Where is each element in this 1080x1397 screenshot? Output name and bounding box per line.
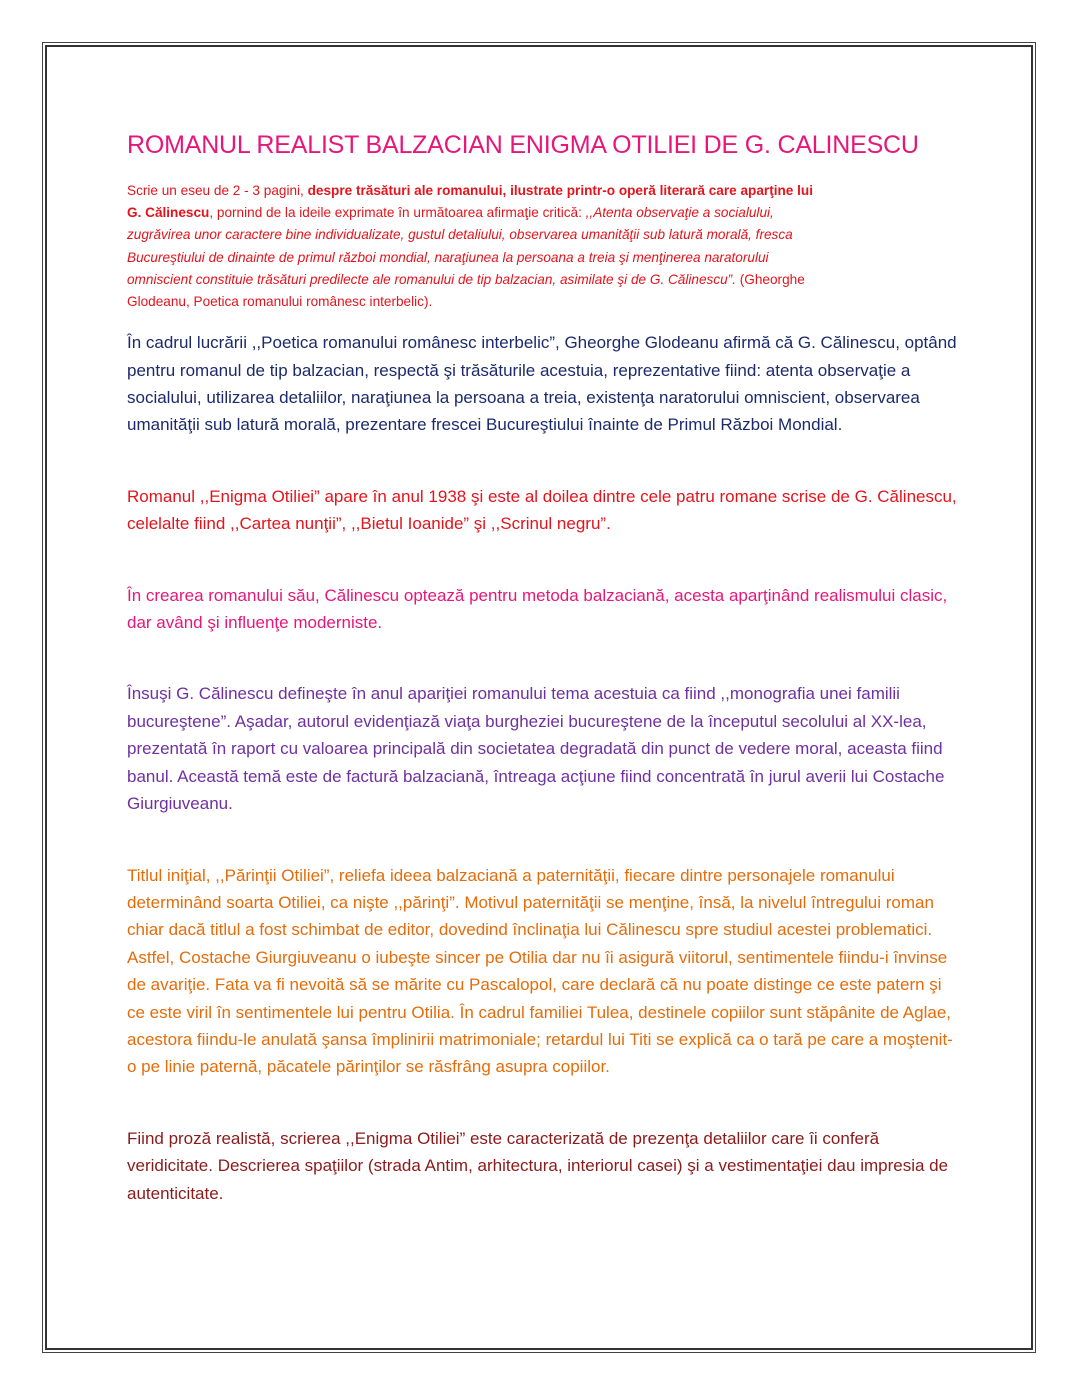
task-quote: ,,Atenta observaţie a socialului, zugrăvirea unor caractere bine individualizate, gustul detaliului, observarea umanităţii sub latură morală, fresca Bucureştiului de dinainte de primul război mondial, naraţiunea la persoana a treia şi menţinerea naratorului omniscient constituie trăsături predilecte ale romanului de tip balzacian, asimilate şi de G. Călinescu”. bbox=[127, 205, 793, 287]
paragraph-details: Fiind proză realistă, scrierea ,,Enigma Otiliei” este caracterizată de prezenţa detaliilor care îi conferă veridicitate. Descrierea spaţiilor (strada Antim, arhitectura, interiorul casei) şi a vestimentaţiei dau impresia de autenticitate. bbox=[127, 1128, 949, 1203]
page-title: ROMANUL REALIST BALZACIAN ENIGMA OTILIEI DE G. CALINESCU bbox=[127, 131, 919, 159]
paragraph-publication: Romanul ,,Enigma Otiliei” apare în anul 1938 şi este al doilea dintre cele patru romane scrise de G. Călinescu, celelalte fiind ,,Cartea nunţii”, ,,Bietul Ioanide” şi ,,Scrinul negru”. bbox=[127, 486, 957, 534]
paragraph-title: Titlul iniţial, ,,Părinţii Otiliei”, reliefa ideea balzaciană a paternităţii, fiecare dintre personajele romanului determinând soarta Otiliei, ca nişte ,,părinţi”. Motivul paternităţii se menţine, însă, la nivelul întregului roman chiar dacă titlul a fost schimbat de editor, dovedind înclinaţia lui Călinescu spre studiul acestei problematici. Astfel, Costache Giurgiuveanu o iubeşte sincer pe Otilia dar nu îi asigură viitorul, sentimentele fiindu-i învinse de avariţie. Fata va fi nevoită să se mărite cu Pascalopol, care declară că nu poate distinge ce este patern şi ce este viril în sentimentele lui pentru Otilia. În cadrul familiei Tulea, destinele copiilor sunt stăpânite de Aglae, acestora fiindu-le anulată şansa împlinirii matrimoniale; retardul lui Titi se explică ca o tară pe care a moştenit-o pe linie paternă, păcatele părinţilor se răsfrâng asupra copiilor. bbox=[127, 865, 953, 1077]
paragraph-intro: În cadrul lucrării ,,Poetica romanului românesc interbelic”, Gheorghe Glodeanu afirmă că G. Călinescu, optând pentru romanul de tip balzacian, respectă şi trăsăturile acestuia, reprezentative fiind: atenta observaţie a socialului, utilizarea detaliilor, naraţiunea la persoana a treia, existenţa naratorului omniscient, observarea umanităţii sub latură morală, prezentare frescei Bucureştiului înainte de Primul Război Mondial. bbox=[127, 333, 957, 435]
task-instruction: , pornind de la ideile exprimate în următoarea afirmaţie critică: bbox=[209, 205, 586, 221]
paragraph-method: În crearea romanului său, Călinescu optează pentru metoda balzaciană, acesta aparţinând realismului clasic, dar având şi influenţe moderniste. bbox=[127, 585, 948, 633]
essay-task bbox=[127, 180, 817, 313]
task-source: (Gheorghe Glodeanu, Poetica romanului românesc interbelic). bbox=[127, 271, 805, 310]
paragraph-theme: Însuşi G. Călinescu defineşte în anul apariţiei romanului tema acestuia ca fiind ,,monografia unei familii bucureştene”. Aşadar, autorul evidenţiază viaţa burgheziei bucureştene de la începutul secolului al XX-lea, prezentată în raport cu valoarea principală din societatea degradată din punct de vedere moral, aceasta fiind banul. Această temă este de factură balzaciană, întreaga acţiune fiind concentrată în jurul averii lui Costache Giurgiuveanu. bbox=[127, 684, 945, 814]
document-body bbox=[127, 128, 957, 1207]
task-subject: despre trăsături ale romanului, ilustrate printr-o operă literară care aparţine lui G. Călinescu bbox=[127, 183, 814, 221]
task-intro: Scrie un eseu de 2 - 3 pagini, bbox=[127, 183, 308, 198]
